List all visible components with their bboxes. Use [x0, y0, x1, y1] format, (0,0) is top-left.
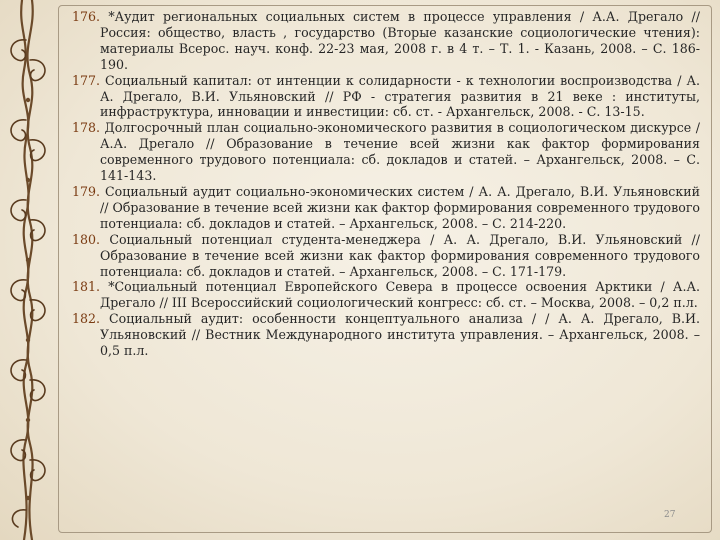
item-number: 178.	[72, 120, 101, 136]
ornamental-border-icon	[0, 0, 60, 540]
item-number: 176.	[72, 9, 101, 24]
item-number: 182.	[72, 311, 101, 327]
list-item	[72, 279, 700, 311]
item-text: Социальный аудит: особенности концептуального анализа / / А. А. Дрегало, В.И. Ульяновский // Вестник Международного института управления. – Архангельск, 2008. – 0,5 п.л.	[100, 311, 700, 359]
item-text: Долгосрочный план социально-экономического развития в социологическом дискурсе / А.А. Дрегало // Образование в течение всей жизни как фактор формирования современного трудового потенциала: сб. докладов и статей. – Архангельск, 2008. – С. 141-143.	[100, 120, 700, 184]
item-number: 177.	[72, 72, 101, 88]
item-number: 181.	[72, 279, 101, 295]
list-item	[72, 184, 700, 232]
list-item	[72, 9, 700, 73]
item-text: *Аудит региональных социальных систем в процессе управления / А.А. Дрегало // Россия: общество, власть , государство (Вторые казанские социологические чтения): материалы Всерос. науч. конф. 22-23 мая, 2008 г. в 4 т. – Т. 1. - Казань, 2008. – С. 186-190.	[100, 9, 700, 72]
item-text: Социальный потенциал студента-менеджера / А. А. Дрегало, В.И. Ульяновский // Образование в течение всей жизни как фактор формирования современного трудового потенциала: сб. докладов и статей. – Архангельск, 2008. – С. 171-179.	[100, 231, 700, 279]
item-number: 179.	[72, 183, 101, 199]
item-text: Социальный капитал: от интенции к солидарности - к технологии воспроизводства / А. А. Дрегало, В.И. Ульяновский // РФ - стратегия развития в 21 веке : институты, инфраструктура, инновации и инвестиции: сб. ст. - Архангельск, 2008. - С. 13-15.	[100, 72, 700, 120]
page-number: 27	[664, 510, 676, 520]
reference-list	[72, 9, 700, 359]
list-item	[72, 232, 700, 280]
list-item	[72, 120, 700, 184]
item-text: *Социальный потенциал Европейского Севера в процессе освоения Арктики / А.А. Дрегало // III Всероссийский социологический конгресс: сб. ст. – Москва, 2008. – 0,2 п.л.	[100, 279, 700, 311]
list-item	[72, 73, 700, 121]
item-text: Социальный аудит социально-экономических систем / А. А. Дрегало, В.И. Ульяновский // Образование в течение всей жизни как фактор формирования современного трудового потенциала: сб. докладов и статей. – Архангельск, 2008. – С. 214-220.	[100, 183, 700, 231]
item-number: 180.	[72, 231, 101, 247]
list-item	[72, 311, 700, 359]
